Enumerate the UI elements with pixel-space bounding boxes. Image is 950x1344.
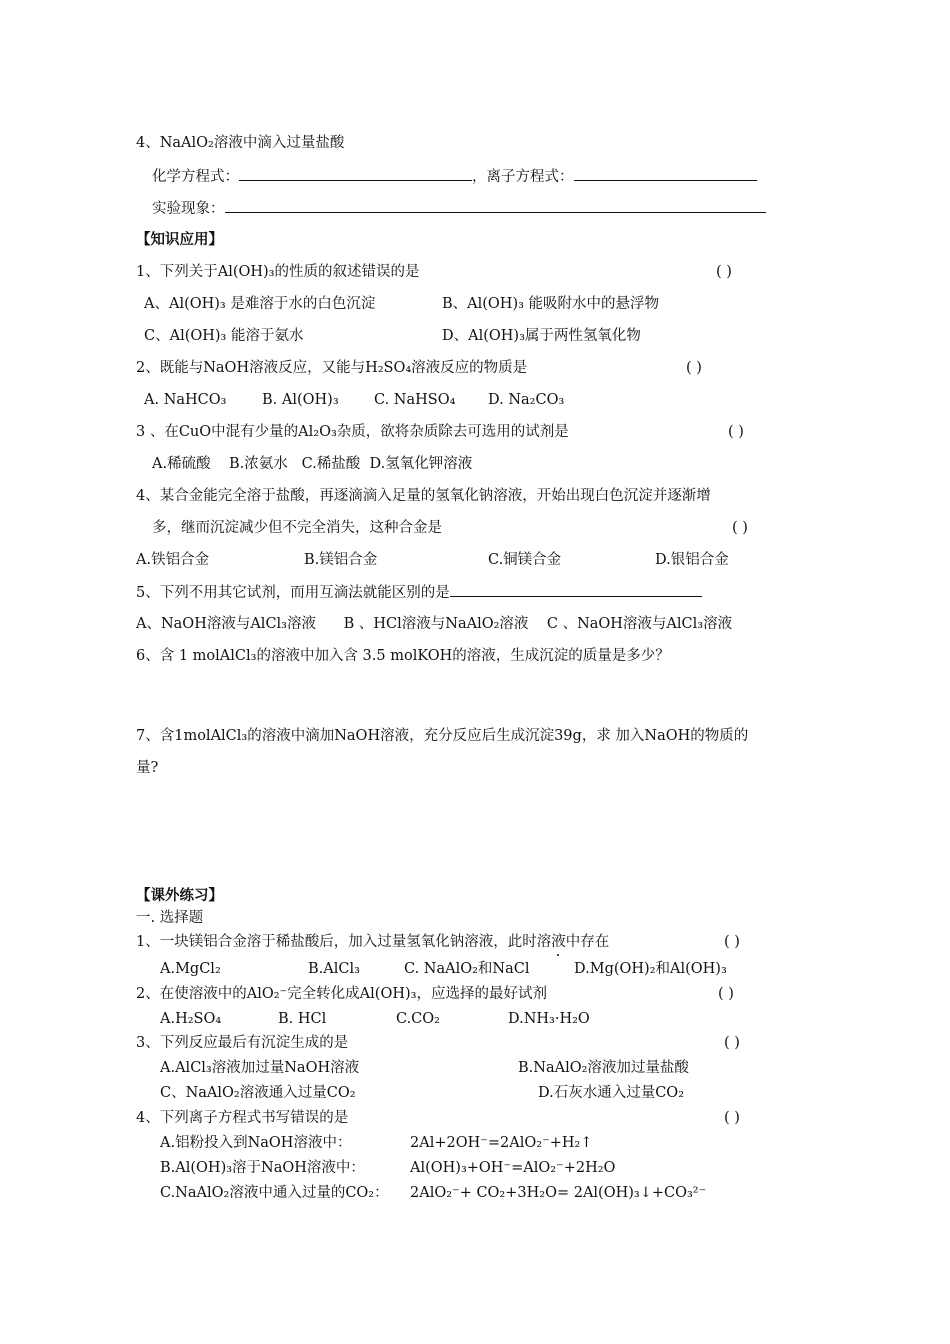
phenomenon-row — [152, 198, 766, 219]
p-q2-option-c: C.CO₂ — [396, 1011, 440, 1027]
p-q2-option-d: D.NH₃·H₂O — [508, 1011, 590, 1027]
p-q2-stem: 2、在使溶液中的AlO₂⁻完全转化成Al(OH)₃，应选择的最好试剂 — [136, 986, 547, 1002]
k-q4-stem-line1: 4、某合金能完全溶于盐酸，再逐滴滴入足量的氢氧化钠溶液，开始出现白色沉淀并逐渐增 — [136, 488, 711, 504]
p-q1-stem — [136, 932, 609, 952]
chemical-equation-label: 化学方程式： — [152, 169, 239, 185]
p-q1-option-b: B.AlCl₃ — [308, 961, 360, 977]
p-q3-option-b: B.NaAlO₂溶液加过量盐酸 — [518, 1060, 689, 1076]
practice-heading: 【课外练习】 — [136, 887, 223, 904]
chemical-equation-blank[interactable] — [239, 166, 472, 181]
p-q4-option-b-label: B.Al(OH)₃溶于NaOH溶液中： — [160, 1160, 365, 1176]
k-q2-option-c: C. NaHSO₄ — [374, 392, 456, 408]
k-q1-option-c: C、Al(OH)₃ 能溶于氨水 — [144, 328, 304, 344]
knowledge-heading: 【知识应用】 — [136, 231, 223, 248]
k-q5-stem: 5、下列不用其它试剂，而用互滴法就能区别的是 — [136, 585, 450, 601]
k-q4-option-c: C.铜镁合金 — [488, 552, 562, 568]
k-q7-stem-line2: 量? — [136, 760, 159, 776]
p-q1-option-c: C. NaAlO₂和NaCl — [404, 961, 530, 977]
k-q2-answer-paren[interactable]: ( ) — [686, 360, 702, 376]
k-q2-option-d: D. Na₂CO₃ — [488, 392, 565, 408]
k-q3-answer-paren[interactable]: ( ) — [728, 424, 744, 440]
p-q4-answer-paren[interactable]: ( ) — [724, 1110, 740, 1126]
p-q4-option-a-equation: 2Al+2OH⁻=2AlO₂⁻+H₂↑ — [410, 1135, 593, 1151]
k-q5-options: A、NaOH溶液与AlCl₃溶液 B 、HCl溶液与NaAlO₂溶液 C 、NaOH溶液与AlCl₃溶液 — [136, 616, 733, 632]
k-q5-stem-row — [136, 582, 702, 603]
p-q1-emphasis-char: 液 — [551, 934, 566, 950]
p-q3-stem: 3、下列反应最后有沉淀生成的是 — [136, 1035, 349, 1051]
p-q1-answer-paren[interactable]: ( ) — [724, 934, 740, 950]
k-q3-options: A.稀硫酸 B.浓氨水 C.稀盐酸 D.氢氧化钾溶液 — [152, 456, 473, 472]
p-q4-option-c-equation: 2AlO₂⁻+ CO₂+3H₂O= 2Al(OH)₃↓+CO₃²⁻ — [410, 1185, 707, 1201]
p-q3-answer-paren[interactable]: ( ) — [724, 1035, 740, 1051]
phenomenon-blank[interactable] — [225, 198, 766, 213]
k-q4-stem-line2: 多，继而沉淀减少但不完全消失，这种合金是 — [152, 520, 442, 536]
p-q1-option-d: D.Mg(OH)₂和Al(OH)₃ — [574, 961, 727, 977]
k-q4-option-b: B.镁铝合金 — [304, 552, 378, 568]
p-q3-option-d: D.石灰水通入过量CO₂ — [538, 1085, 685, 1101]
p-q4-stem: 4、下列离子方程式书写错误的是 — [136, 1110, 349, 1126]
ionic-equation-blank[interactable] — [574, 166, 757, 181]
k-q4-option-a: A.铁铝合金 — [136, 552, 210, 568]
k-q7-stem-line1: 7、含1molAlCl₃的溶液中滴加NaOH溶液，充分反应后生成沉淀39g，求 加入NaOH的物质的 — [136, 728, 749, 744]
p-q4-option-c-label: C.NaAlO₂溶液中通入过量的CO₂： — [160, 1185, 389, 1201]
p-q1-stem-part2: 中存在 — [565, 934, 610, 950]
k-q6-stem: 6、含 1 molAlCl₃的溶液中加入含 3.5 molKOH的溶液，生成沉淀的质量是多少？ — [136, 648, 670, 664]
p-q2-answer-paren[interactable]: ( ) — [718, 986, 734, 1002]
k-q1-answer-paren[interactable]: ( ) — [716, 264, 732, 280]
k-q2-option-b: B. Al(OH)₃ — [262, 392, 339, 408]
p-q1-stem-part1: 1、一块镁铝合金溶于稀盐酸后，加入过量氢氧化钠溶液，此时溶 — [136, 934, 552, 950]
phenomenon-label: 实验现象： — [152, 201, 225, 217]
k-q4-option-d: D.银铝合金 — [655, 552, 729, 568]
chemical-equation-row — [152, 166, 757, 187]
k-q2-stem: 2、既能与NaOH溶液反应，又能与H₂SO₄溶液反应的物质是 — [136, 360, 528, 376]
k-q1-option-b: B、Al(OH)₃ 能吸附水中的悬浮物 — [442, 296, 660, 312]
k-q4-answer-paren[interactable]: ( ) — [732, 520, 748, 536]
k-q1-stem: 1、下列关于Al(OH)₃的性质的叙述错误的是 — [136, 264, 420, 280]
k-q5-answer-blank[interactable] — [450, 582, 702, 597]
k-q3-stem: 3 、在CuO中混有少量的Al₂O₃杂质，欲将杂质除去可选用的试剂是 — [136, 424, 569, 440]
p-q2-option-a: A.H₂SO₄ — [160, 1011, 222, 1027]
p-q3-option-c: C、NaAlO₂溶液通入过量CO₂ — [160, 1085, 356, 1101]
p-q4-option-a-label: A.铝粉投入到NaOH溶液中： — [160, 1135, 352, 1151]
k-q1-option-d: D、Al(OH)₃属于两性氢氧化物 — [442, 328, 641, 344]
p-q3-option-a: A.AlCl₃溶液加过量NaOH溶液 — [160, 1060, 360, 1076]
k-q2-option-a: A. NaHCO₃ — [144, 392, 227, 408]
section4-title: 4、NaAlO₂溶液中滴入过量盐酸 — [136, 135, 345, 151]
k-q1-option-a: A、Al(OH)₃ 是难溶于水的白色沉淀 — [144, 296, 376, 312]
p-q1-option-a: A.MgCl₂ — [160, 961, 221, 977]
p-q2-option-b: B. HCl — [278, 1011, 327, 1027]
practice-subheading: 一. 选择题 — [136, 910, 204, 926]
ionic-equation-label: ，离子方程式： — [472, 169, 574, 185]
p-q4-option-b-equation: Al(OH)₃+OH⁻=AlO₂⁻+2H₂O — [410, 1160, 616, 1176]
